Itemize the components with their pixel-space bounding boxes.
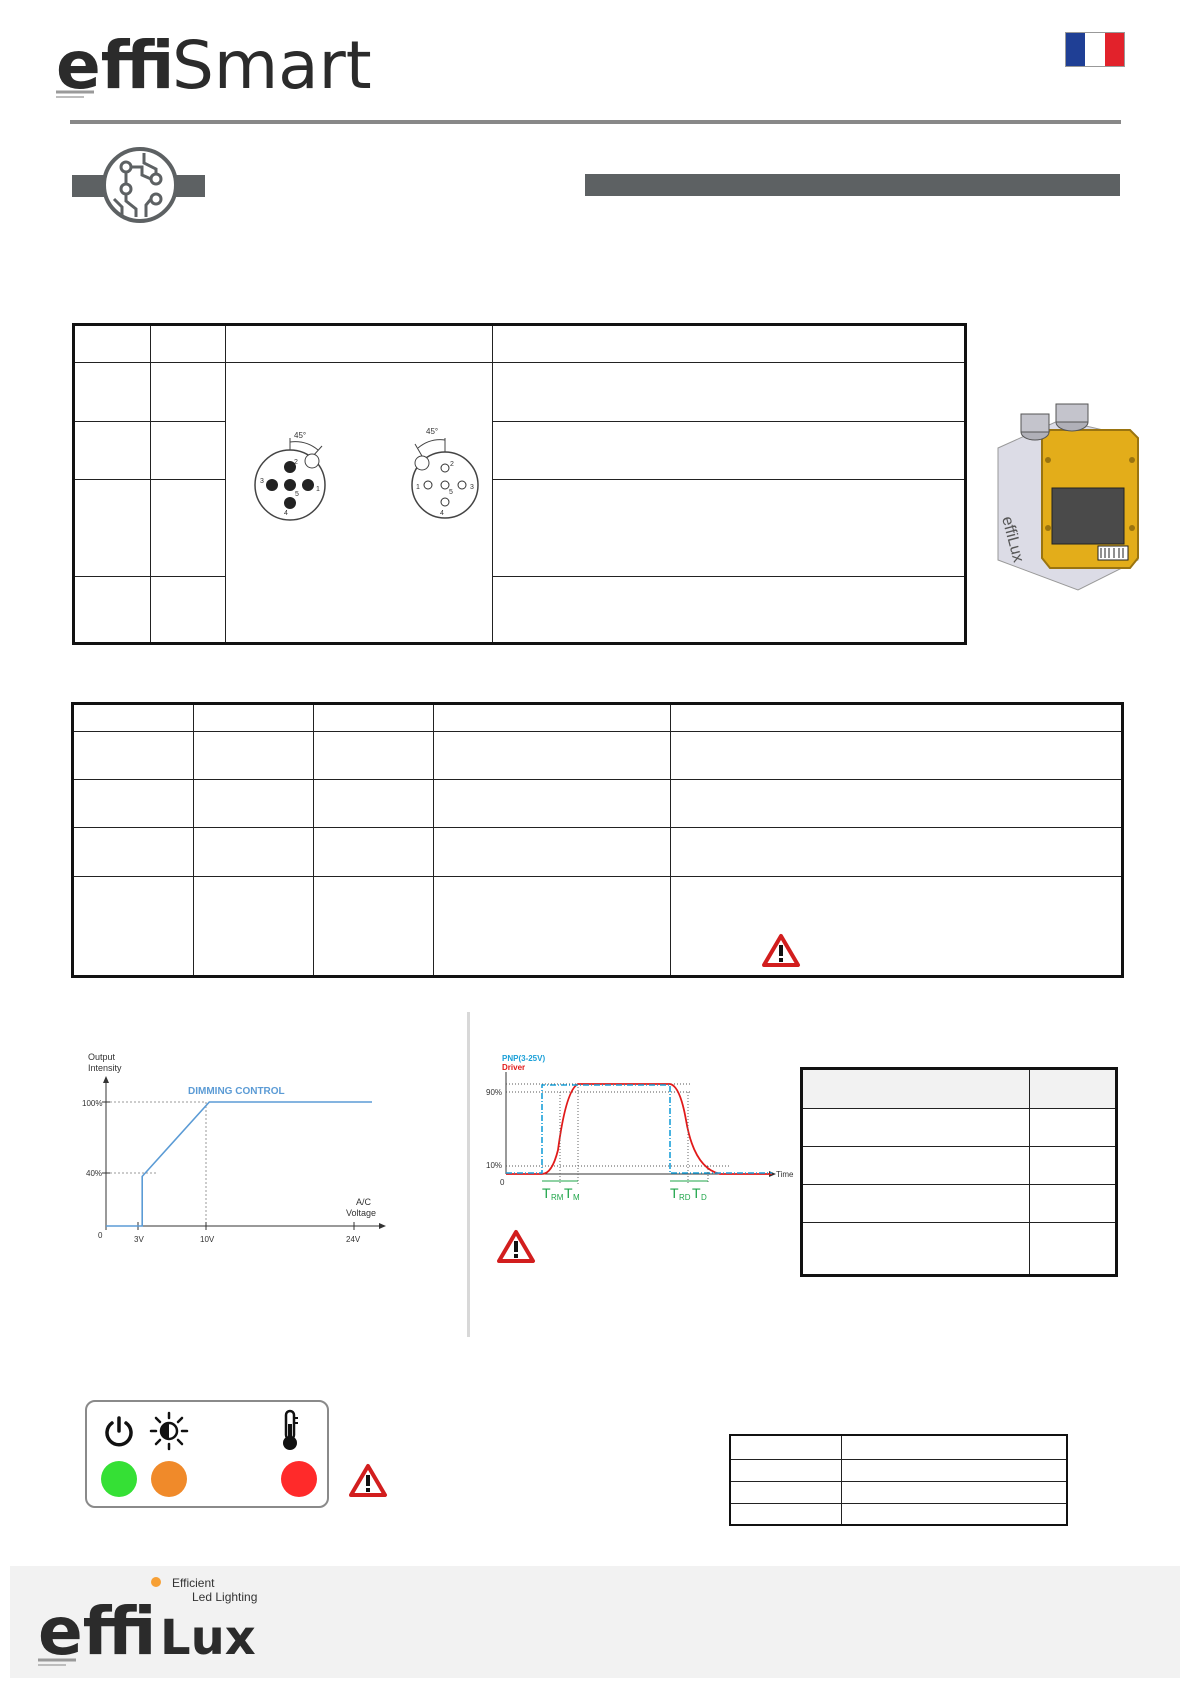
left-pin-label: 5 (295, 491, 299, 499)
timing-chart (480, 1050, 800, 1215)
dimming-chart-svg (82, 1050, 402, 1250)
logo-dot-icon (151, 1577, 161, 1587)
timing-markers (542, 1185, 707, 1202)
dimming-ylabel: Output (88, 1052, 116, 1062)
light-led-orange (151, 1461, 187, 1497)
timing-tick-0: 0 (500, 1178, 505, 1187)
char-header-cell (73, 704, 194, 732)
characteristics-table (71, 702, 1124, 978)
pin-header-cell (226, 325, 493, 363)
pin-cell (151, 421, 226, 480)
dimming-chart (82, 1050, 402, 1255)
product-brand-text: effiLux (998, 514, 1027, 565)
pin-desc-cell (493, 421, 966, 480)
pin-cell (74, 363, 151, 422)
pnp-line (506, 1085, 772, 1173)
warning-icon (762, 933, 800, 967)
angle-label-right: 45° (426, 427, 439, 437)
dimming-tick-100: 100% (82, 1099, 103, 1108)
right-pin-label: 3 (470, 484, 474, 492)
warning-icon (349, 1463, 387, 1497)
dimming-tick-24v: 24V (346, 1235, 361, 1244)
pin-cell (74, 480, 151, 577)
pinout-table (72, 323, 967, 645)
warning-icon (497, 1229, 535, 1263)
right-pin-label: 5 (449, 489, 453, 497)
right-pin-label: 1 (416, 484, 420, 492)
footer-logo-prefix: effi (38, 1593, 157, 1670)
char-header-cell (314, 704, 434, 732)
pin-cell (74, 421, 151, 480)
driver-line (506, 1084, 772, 1174)
vertical-divider (467, 1012, 470, 1337)
dimming-xlabel: A/C (356, 1197, 372, 1207)
marker-tm-sub: M (573, 1193, 580, 1202)
pin-cell (151, 577, 226, 644)
char-header-cell (671, 704, 1123, 732)
angle-label-left: 45° (294, 431, 307, 441)
timing-legend-driver: Driver (502, 1063, 526, 1072)
marker-trm-t: T (542, 1185, 551, 1201)
timing-xlabel: Time (776, 1170, 794, 1179)
timing-tick-10: 10% (486, 1161, 503, 1170)
thermometer-icon (277, 1408, 303, 1452)
pin-cell (151, 363, 226, 422)
timing-legend-pnp: PNP(3-25V) (502, 1054, 546, 1063)
power-led-green (101, 1461, 137, 1497)
led-status-table (729, 1434, 1068, 1526)
char-header-cell (194, 704, 314, 732)
timing-chart-svg (480, 1050, 800, 1210)
left-pin-label: 1 (316, 486, 320, 494)
pin-desc-cell (493, 363, 966, 422)
marker-trd-t: T (670, 1185, 679, 1201)
footer-tagline-1: Efficient (172, 1576, 215, 1590)
pin-cell (151, 480, 226, 577)
pin-desc-cell (493, 480, 966, 577)
temp-led-red (281, 1461, 317, 1497)
header-rule (70, 120, 1121, 124)
circuit-icon (100, 145, 180, 230)
dimming-tick-0: 0 (98, 1231, 103, 1240)
pin-header-cell (493, 325, 966, 363)
pin-cell (74, 577, 151, 644)
dimming-tick-3v: 3V (134, 1235, 144, 1244)
pin-desc-cell (493, 577, 966, 644)
dimming-tick-10v: 10V (200, 1235, 215, 1244)
pin-header-cell (74, 325, 151, 363)
right-pin-label: 2 (450, 461, 454, 469)
left-pin-label: 3 (260, 478, 264, 486)
dimming-xlabel-2: Voltage (346, 1208, 377, 1218)
dimming-series-line (106, 1102, 372, 1226)
logo-suffix: Smart (172, 27, 372, 104)
marker-tm-t: T (564, 1185, 573, 1201)
right-pin-label: 4 (440, 510, 444, 518)
connector-diagram (240, 418, 504, 538)
effilux-logo (36, 1570, 276, 1675)
marker-trd-sub: RD (679, 1193, 691, 1202)
left-pin-label: 2 (294, 459, 298, 467)
char-header-cell (434, 704, 671, 732)
dimming-tick-40: 40% (86, 1169, 103, 1178)
timing-tick-90: 90% (486, 1088, 503, 1097)
warning-desc-cell (671, 876, 1123, 976)
effismart-logo (54, 27, 372, 104)
header-logo (54, 27, 372, 105)
power-icon (102, 1414, 136, 1448)
marker-trm-sub: RM (551, 1193, 564, 1202)
marker-td-sub: D (701, 1193, 707, 1202)
connector-figure-cell (226, 363, 493, 644)
dimming-ylabel-2: Intensity (88, 1063, 122, 1073)
led-panel (85, 1400, 329, 1508)
left-pin-label: 4 (284, 510, 288, 518)
product-image (990, 400, 1140, 605)
marker-td-t: T (692, 1185, 701, 1201)
dimming-title: DIMMING CONTROL (188, 1086, 285, 1097)
timing-table (800, 1067, 1118, 1277)
sun-icon (149, 1411, 189, 1451)
footer-tagline-2: Led Lighting (192, 1590, 258, 1604)
logo-prefix: effi (56, 27, 175, 104)
france-flag-icon (1065, 32, 1125, 67)
pin-header-cell (151, 325, 226, 363)
footer-logo-suffix: Lux (160, 1610, 256, 1666)
section-bar-right (585, 174, 1120, 196)
